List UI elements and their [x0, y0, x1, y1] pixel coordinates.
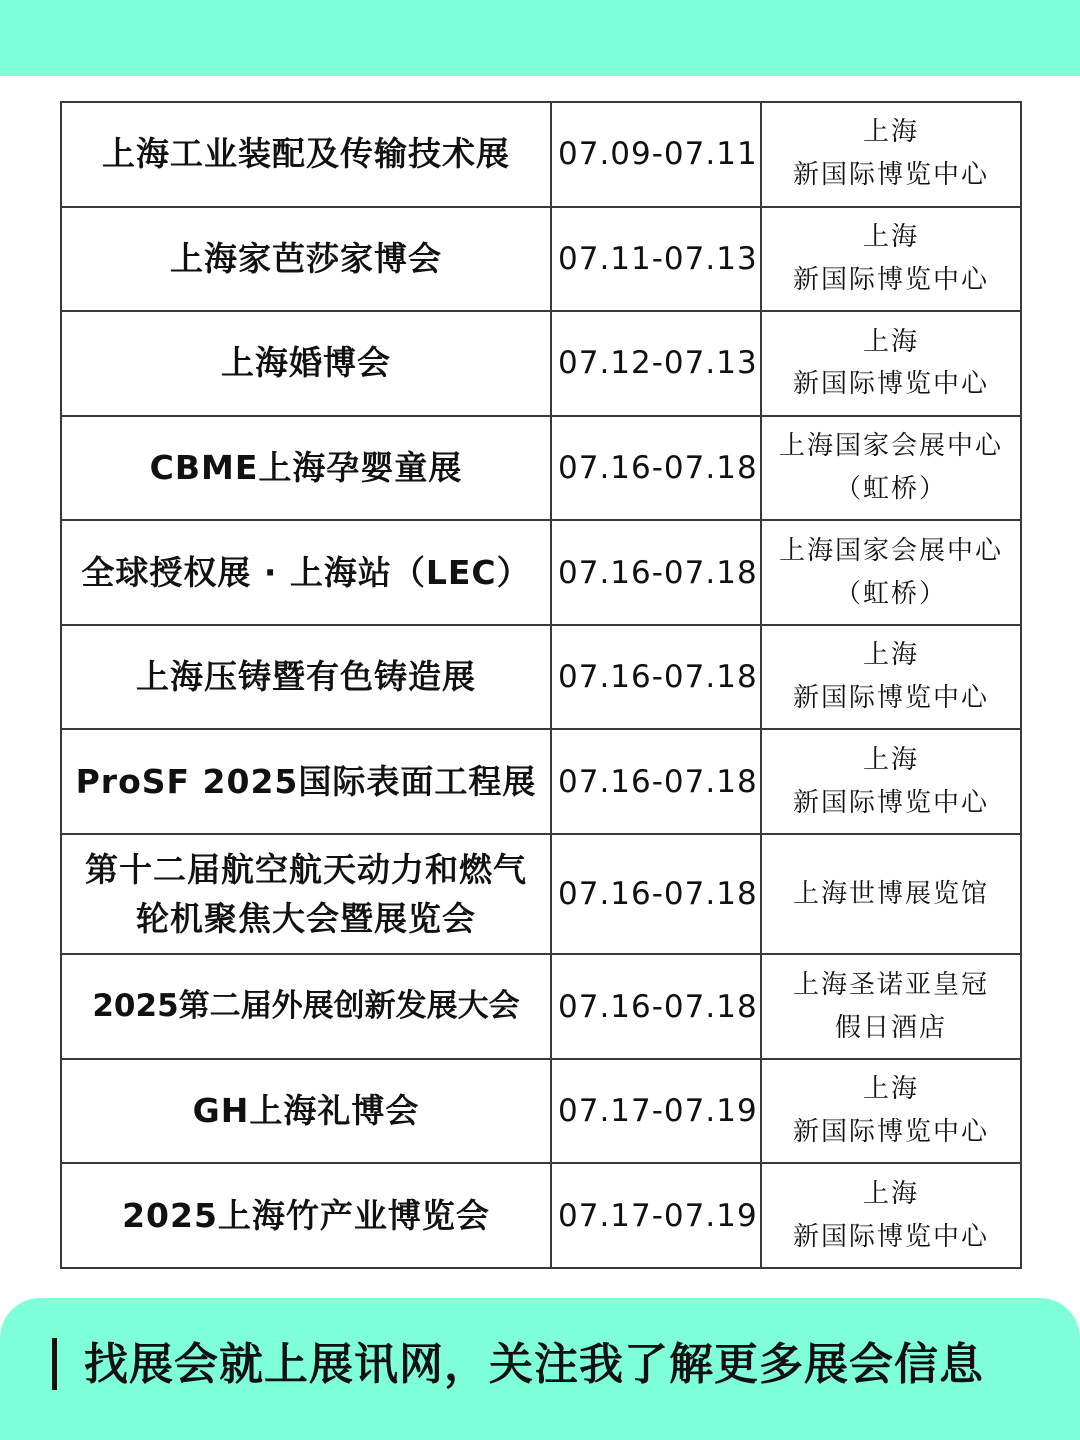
table-row [61, 954, 1021, 1059]
exhibition-date-cell [551, 102, 761, 207]
exhibition-venue: 上海 新国际博览中心 [792, 1178, 989, 1252]
exhibition-name-cell [61, 311, 551, 416]
exhibition-name-cell [61, 207, 551, 312]
exhibition-name-cell [61, 416, 551, 521]
exhibition-date: 07.09-07.11 [558, 136, 758, 173]
exhibition-name: 上海婚博会 [221, 343, 391, 383]
exhibition-date-cell [551, 520, 761, 625]
exhibition-name: 上海家芭莎家博会 [170, 238, 442, 278]
table-row [61, 625, 1021, 730]
table-row [61, 207, 1021, 312]
exhibition-table [60, 101, 1022, 1269]
table-row [61, 520, 1021, 625]
exhibition-name: ProSF 2025国际表面工程展 [75, 761, 537, 801]
exhibition-venue-cell [761, 520, 1021, 625]
exhibition-name-cell [61, 834, 551, 954]
exhibition-name: 2025第二届外展创新发展大会 [92, 988, 520, 1025]
exhibition-name-cell [61, 102, 551, 207]
exhibition-name: CBME上海孕婴童展 [149, 448, 463, 488]
exhibition-name-cell [61, 729, 551, 834]
exhibition-name: 上海压铸暨有色铸造展 [136, 657, 476, 697]
exhibition-name: 第十二届航空航天动力和燃气 轮机聚焦大会暨展览会 [85, 849, 527, 939]
exhibition-venue-cell [761, 1059, 1021, 1164]
exhibition-venue: 上海 新国际博览中心 [792, 117, 989, 191]
exhibition-venue: 上海圣诺亚皇冠 假日酒店 [792, 969, 989, 1043]
exhibition-schedule [60, 101, 1020, 1269]
exhibition-name: 上海工业装配及传输技术展 [102, 134, 510, 174]
exhibition-date: 07.16-07.18 [558, 659, 758, 696]
table-row [61, 1059, 1021, 1164]
table-row [61, 416, 1021, 521]
exhibition-date: 07.16-07.18 [558, 554, 758, 591]
footer-slogan: 找展会就上展讯网，关注我了解更多展会信息 [84, 1339, 984, 1390]
exhibition-date-cell [551, 1163, 761, 1268]
exhibition-date-cell [551, 834, 761, 954]
exhibition-venue-cell [761, 625, 1021, 730]
exhibition-date-cell [551, 954, 761, 1059]
exhibition-date-cell [551, 207, 761, 312]
exhibition-venue: 上海国家会展中心 （虹桥） [778, 535, 1003, 609]
exhibition-date-cell [551, 1059, 761, 1164]
exhibition-name: GH上海礼博会 [192, 1091, 420, 1131]
exhibition-date: 07.11-07.13 [558, 240, 758, 277]
table-row [61, 102, 1021, 207]
exhibition-date-cell [551, 311, 761, 416]
top-decor-band [0, 0, 1080, 76]
exhibition-venue-cell [761, 102, 1021, 207]
exhibition-name-cell [61, 954, 551, 1059]
exhibition-date-cell [551, 416, 761, 521]
exhibition-date: 07.16-07.18 [558, 876, 758, 913]
exhibition-venue: 上海 新国际博览中心 [792, 1074, 989, 1148]
exhibition-name-cell [61, 1163, 551, 1268]
exhibition-venue-cell [761, 311, 1021, 416]
table-row [61, 834, 1021, 954]
exhibition-venue: 上海国家会展中心 （虹桥） [778, 431, 1003, 504]
exhibition-date: 07.16-07.18 [558, 449, 758, 486]
exhibition-name: 2025上海竹产业博览会 [122, 1195, 490, 1235]
exhibition-venue-cell [761, 1163, 1021, 1268]
exhibition-venue: 上海 新国际博览中心 [792, 640, 989, 714]
exhibition-name: 全球授权展 · 上海站（LEC） [81, 552, 531, 592]
exhibition-name-cell [61, 625, 551, 730]
exhibition-name-cell [61, 1059, 551, 1164]
exhibition-venue: 上海 新国际博览中心 [792, 326, 989, 400]
exhibition-date: 07.16-07.18 [558, 763, 758, 800]
table-row [61, 311, 1021, 416]
exhibition-venue-cell [761, 729, 1021, 834]
footer-accent-bar [52, 1338, 57, 1390]
exhibition-venue: 上海 新国际博览中心 [792, 221, 989, 295]
exhibition-date-cell [551, 729, 761, 834]
exhibition-date: 07.17-07.19 [558, 1197, 758, 1234]
exhibition-date: 07.17-07.19 [558, 1093, 758, 1130]
exhibition-name-cell [61, 520, 551, 625]
exhibition-venue-cell [761, 834, 1021, 954]
exhibition-venue: 上海世博展览馆 [792, 878, 989, 909]
exhibition-venue-cell [761, 416, 1021, 521]
exhibition-date: 07.12-07.13 [558, 345, 758, 382]
exhibition-date-cell [551, 625, 761, 730]
table-row [61, 1163, 1021, 1268]
exhibition-venue-cell [761, 954, 1021, 1059]
exhibition-venue: 上海 新国际博览中心 [792, 744, 989, 818]
exhibition-venue-cell [761, 207, 1021, 312]
exhibition-date: 07.16-07.18 [558, 988, 758, 1025]
table-row [61, 729, 1021, 834]
